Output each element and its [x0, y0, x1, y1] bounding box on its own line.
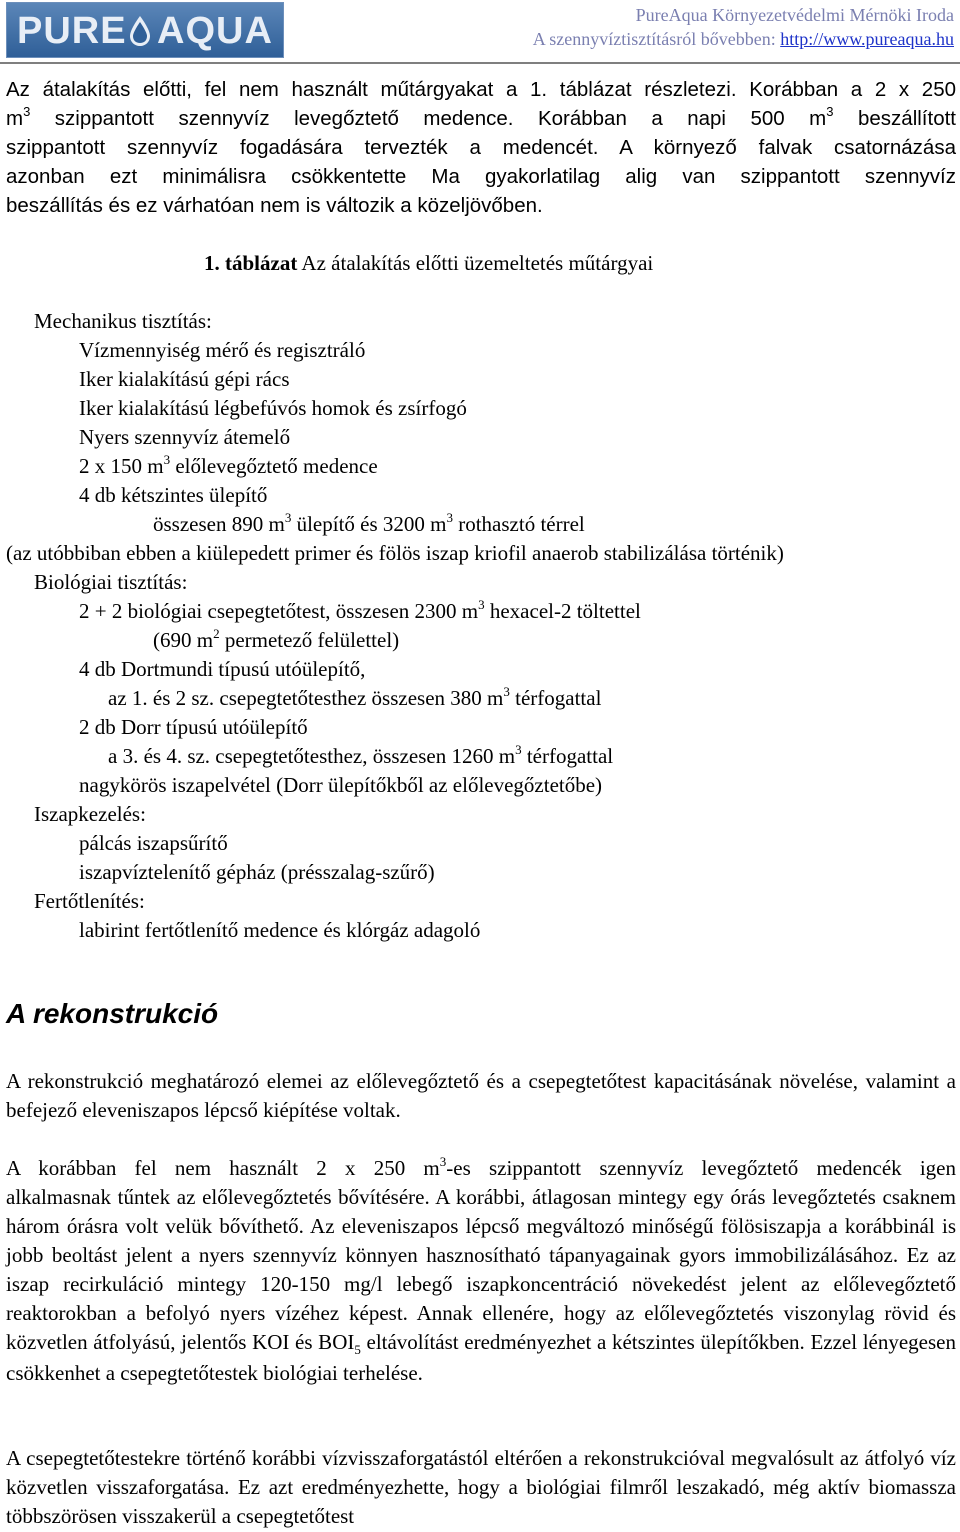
logo-text-aqua: AQUA	[157, 10, 273, 52]
list-item: az 1. és 2 sz. csepegtetőtesthez összesen 380 $m^3$ térfogattal	[108, 684, 602, 710]
list-item: a 3. és 4. sz. csepegtetőtesthez, összesen 1260 $m^3$ térfogattal	[108, 742, 614, 768]
intro-line-5: beszállítás és ez várhatóan nem is változik a közeljövőben.	[6, 194, 543, 217]
list-item: nagykörös iszapelvétel (Dorr ülepítőkből az előlevegőztetőbe)	[79, 773, 603, 797]
list-item: 2 db Dorr típusú utóülepítő	[79, 715, 308, 739]
mech-title: Mechanikus tisztítás:	[34, 309, 212, 333]
section-heading: A rekonstrukció	[6, 998, 219, 1029]
reconstruction-paragraph-3: A csepegtetőtestekre történő korábbi vízvisszaforgatástól eltérően a rekonstrukcióval megvalósult az átfolyó víz közvetlen visszaforgatása. Ez azt eredményezhette, hogy a biológiai filmről leszakadó, még aktív biomassza többszörösen visszakerül a csepegtetőtest	[6, 1446, 956, 1528]
pureaqua-logo	[6, 2, 284, 58]
logo-text-pure: PURE	[17, 10, 127, 52]
page-header	[0, 0, 960, 64]
table-number: 1. táblázat	[204, 251, 298, 275]
company-name: PureAqua Környezetvédelmi Mérnöki Iroda	[635, 5, 954, 25]
list-item: (az utóbbiban ebben a kiülepedett primer és fölös iszap kriofil anaerob stabilizálása történik)	[6, 541, 784, 565]
list-item: iszapvíztelenítő gépház (présszalag-szűrő)	[79, 860, 435, 884]
list-item: pálcás iszapsűrítő	[79, 831, 228, 855]
list-item: Nyers szennyvíz átemelő	[79, 425, 291, 449]
header-divider	[0, 62, 960, 64]
bio-title: Biológiai tisztítás:	[34, 570, 188, 594]
list-item: Iker kialakítású légbefúvós homok és zsírfogó	[79, 396, 467, 420]
water-drop-icon	[128, 15, 152, 47]
list-item: Vízmennyiség mérő és regisztráló	[79, 338, 366, 362]
list-item: 4 db Dortmundi típusú utóülepítő,	[79, 657, 366, 681]
list-item: 2 + 2 biológiai csepegtetőtest, összesen 2300 $m^3$ hexacel-2 töltettel	[79, 597, 641, 623]
intro-paragraph	[6, 75, 956, 220]
more-info-line	[533, 28, 954, 50]
list-item: Iker kialakítású gépi rács	[79, 367, 290, 391]
list-item: 2 x 150 $m^3$ előlevegőztető medence	[79, 452, 378, 478]
list-item: labirint fertőtlenítő medence és klórgáz adagoló	[79, 918, 481, 942]
disinfection-title: Fertőtlenítés:	[34, 889, 145, 913]
intro-line-1: Az átalakítás előtti, fel nem használt műtárgyakat a 1. táblázat részletezi. Korábban a 2 x 250	[6, 78, 956, 101]
reconstruction-paragraph-2: A korábban fel nem használt 2 x 250 $m^3-es$ szippantott szennyvíz levegőztető medencék igen alkalmasnak tűntek az előlevegőztetés bővítésére. A korábbi, átlagosan mintegy egy órás levegőztetés csaknem három órásra volt velük bővíthető. Az eleveniszapos lépcső megváltozó minőségű fölösiszapja a korábbinál is jobb beoltást jelent a nyers szennyvíz könnyen hasznosítható tápanyagainak gyors immobilizálásához. Ez az iszap recirkuláció mintegy 120-150 mg/l lebegő iszapkoncentráció növekedést jelent az előlevegőztető reaktorokban a befolyó nyers vízéhez képest. Annak ellenére, hogy az előlevegőztetés viszonylag rövid és közvetlen átfolyású, jelentős KOI és $BOI_5$ eltávolítást eredményezhet a kétszintes ülepítőkben. Ezzel lényegesen csökkenhet a csepegtetőtestek biológiai terhelése.	[6, 1154, 956, 1385]
paragraph-line: A korábban fel nem használt 2 x 250 $m^3-es$ szippantott szennyvíz levegőztető medencék igen	[6, 1154, 956, 1180]
table-caption	[204, 249, 653, 278]
reconstruction-paragraph-1: A rekonstrukció meghatározó elemei az előlevegőztető és a csepegtetőtest kapacitásának növelése, valamint a befejező eleveniszapos lépcső kiépítése voltak.	[6, 1069, 956, 1122]
sludge-title: Iszapkezelés:	[34, 802, 146, 826]
more-info-label: A szennyvíztisztításról bővebben:	[532, 29, 776, 49]
list-item: összesen 890 $m^3$ ülepítő és 3200 $m^3$ rothasztó térrel	[153, 510, 585, 536]
intro-line-4: azonban ezt minimálisra csökkentette Ma gyakorlatilag alig van szippantott szennyvíz	[6, 165, 956, 188]
intro-line-2: $m^3$ szippantott szennyvíz levegőztető medence. Korábban a napi 500 $m^3$ beszállított	[6, 104, 956, 130]
list-item: (690 $m^2$ permetező felülettel)	[153, 626, 400, 652]
intro-line-3: szippantott szennyvíz fogadására tervezték a medencét. A környező falvak csatornázása	[6, 136, 956, 159]
list-item: 4 db kétszintes ülepítő	[79, 483, 268, 507]
website-link[interactable]: http://www.pureaqua.hu	[780, 29, 954, 49]
table-title: Az átalakítás előtti üzemeltetés műtárgyai	[301, 251, 654, 275]
